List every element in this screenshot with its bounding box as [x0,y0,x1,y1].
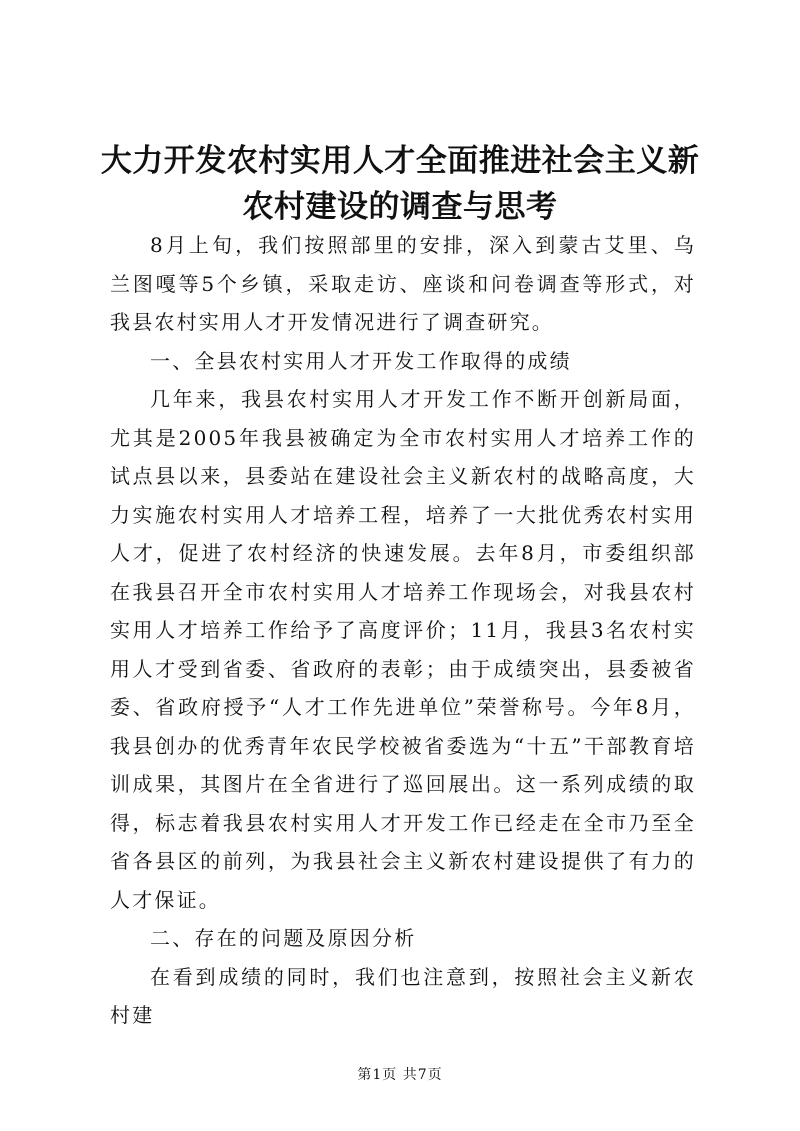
page-number-footer: 第1页 共7页 [357,1067,443,1083]
document-body [110,226,696,1035]
paragraph-problems: 在看到成绩的同时，我们也注意到，按照社会主义新农村建 [110,964,696,1027]
section-heading-2: 二、存在的问题及原因分析 [150,926,417,950]
paragraph-achievements: 几年来，我县农村实用人才开发工作不断开创新局面，尤其是2005年我县被确定为全市农村实用人才培养工作的试点县以来，县委站在建设社会主义新农村的战略高度，大力实施农村实用人才培养工程，培养了一大批优秀农村实用人才，促进了农村经济的快速发展。去年8月，市委组织部在我县召开全市农村实用人才培养工作现场会，对我县农村实用人才培养工作给予了高度评价；11月，我县3名农村实用人才受到省委、省政府的表彰；由于成绩突出，县委被省委、省政府授予“人才工作先进单位”荣誉称号。今年8月，我县创办的优秀青年农民学校被省委选为“十五”干部教育培训成果，其图片在全省进行了巡回展出。这一系列成绩的取得，标志着我县农村实用人才开发工作已经走在全市乃至全省各县区的前列，为我县社会主义新农村建设提供了有力的人才保证。 [110,387,696,912]
document-title: 大力开发农村实用人才全面推进社会主义新农村建设的调查与思考 [100,143,700,225]
section-heading-1: 一、全县农村实用人才开发工作取得的成绩 [150,348,572,373]
paragraph-intro: 8月上旬，我们按照部里的安排，深入到蒙古艾里、乌兰图嘎等5个乡镇，采取走访、座谈和问卷调查等形式，对我县农村实用人才开发情况进行了调查研究。 [110,233,696,334]
